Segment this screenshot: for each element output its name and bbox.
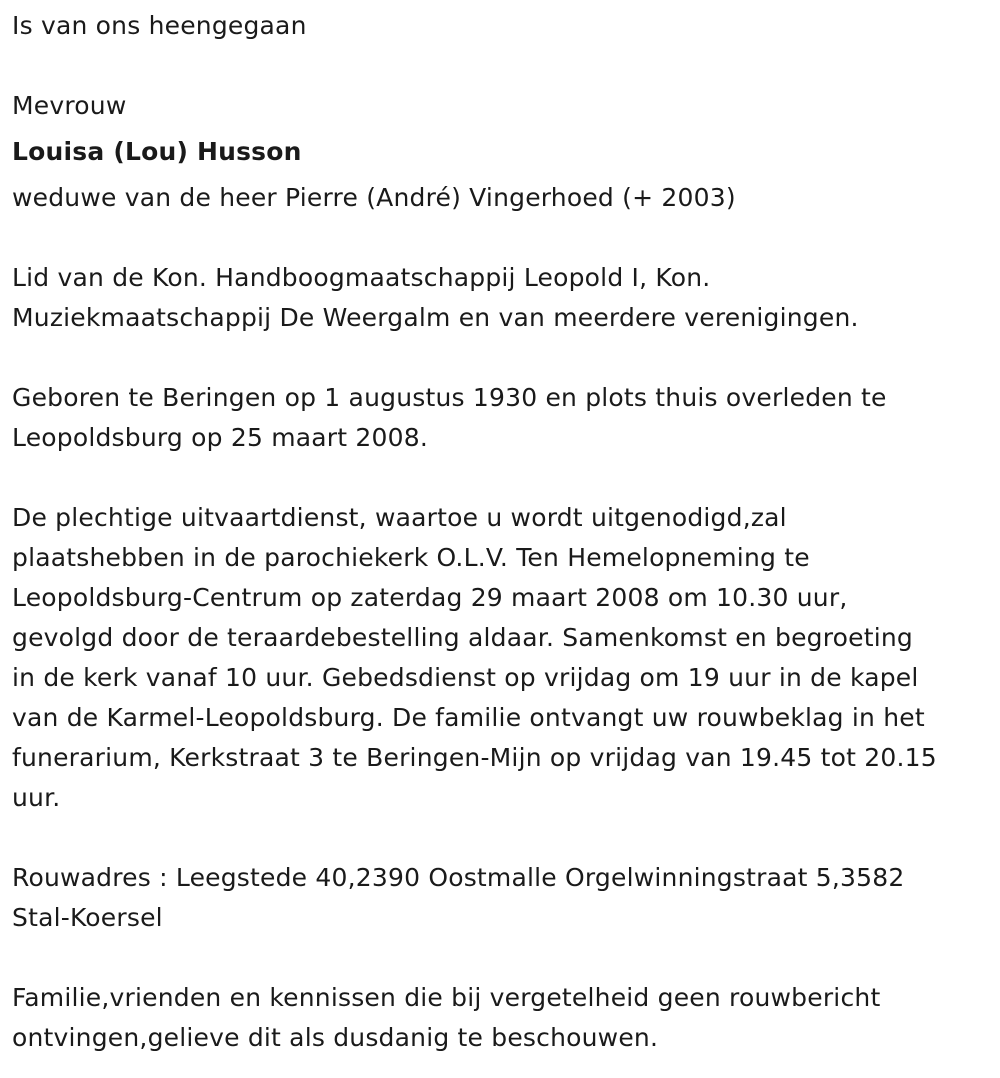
membership-paragraph xyxy=(12,258,988,338)
deceased-name: Louisa (Lou) Husson xyxy=(12,137,302,166)
birth-death-line: Geboren te Beringen op 1 augustus 1930 en plots thuis overleden te xyxy=(12,383,887,412)
closing-line: ontvingen,gelieve dit als dusdanig te beschouwen. xyxy=(12,1023,659,1052)
spacer xyxy=(12,938,988,978)
funeral-line: plaatshebben in de parochiekerk O.L.V. Ten Hemelopneming te xyxy=(12,543,810,572)
funeral-line: gevolgd door de teraardebestelling aldaar. Samenkomst en begroeting xyxy=(12,623,913,652)
funeral-paragraph xyxy=(12,498,988,818)
spacer xyxy=(12,46,988,86)
mourning-address-paragraph xyxy=(12,858,988,938)
spacer xyxy=(12,458,988,498)
mourning-address-line: Rouwadres : Leegstede 40,2390 Oostmalle Orgelwinningstraat 5,3582 xyxy=(12,863,905,892)
spacer xyxy=(12,818,988,858)
closing-paragraph xyxy=(12,978,988,1058)
funeral-line: van de Karmel-Leopoldsburg. De familie ontvangt uw rouwbeklag in het xyxy=(12,703,925,732)
widow-line: weduwe van de heer Pierre (André) Vingerhoed (+ 2003) xyxy=(12,183,736,212)
funeral-line: Leopoldsburg-Centrum op zaterdag 29 maart 2008 om 10.30 uur, xyxy=(12,583,848,612)
membership-line: Muziekmaatschappij De Weergalm en van meerdere verenigingen. xyxy=(12,303,859,332)
closing-line: Familie,vrienden en kennissen die bij vergetelheid geen rouwbericht xyxy=(12,983,881,1012)
mourning-address-line: Stal-Koersel xyxy=(12,903,163,932)
spacer xyxy=(12,218,988,258)
funeral-line: funerarium, Kerkstraat 3 te Beringen-Mijn op vrijdag van 19.45 tot 20.15 xyxy=(12,743,937,772)
birth-death-line: Leopoldsburg op 25 maart 2008. xyxy=(12,423,428,452)
membership-line: Lid van de Kon. Handboogmaatschappij Leopold I, Kon. xyxy=(12,263,711,292)
intro-text: Is van ons heengegaan xyxy=(12,11,307,40)
birth-death-paragraph xyxy=(12,378,988,458)
salutation: Mevrouw xyxy=(12,91,127,120)
funeral-line: uur. xyxy=(12,783,61,812)
funeral-line: De plechtige uitvaartdienst, waartoe u wordt uitgenodigd,zal xyxy=(12,503,787,532)
funeral-line: in de kerk vanaf 10 uur. Gebedsdienst op vrijdag om 19 uur in de kapel xyxy=(12,663,919,692)
spacer xyxy=(12,338,988,378)
